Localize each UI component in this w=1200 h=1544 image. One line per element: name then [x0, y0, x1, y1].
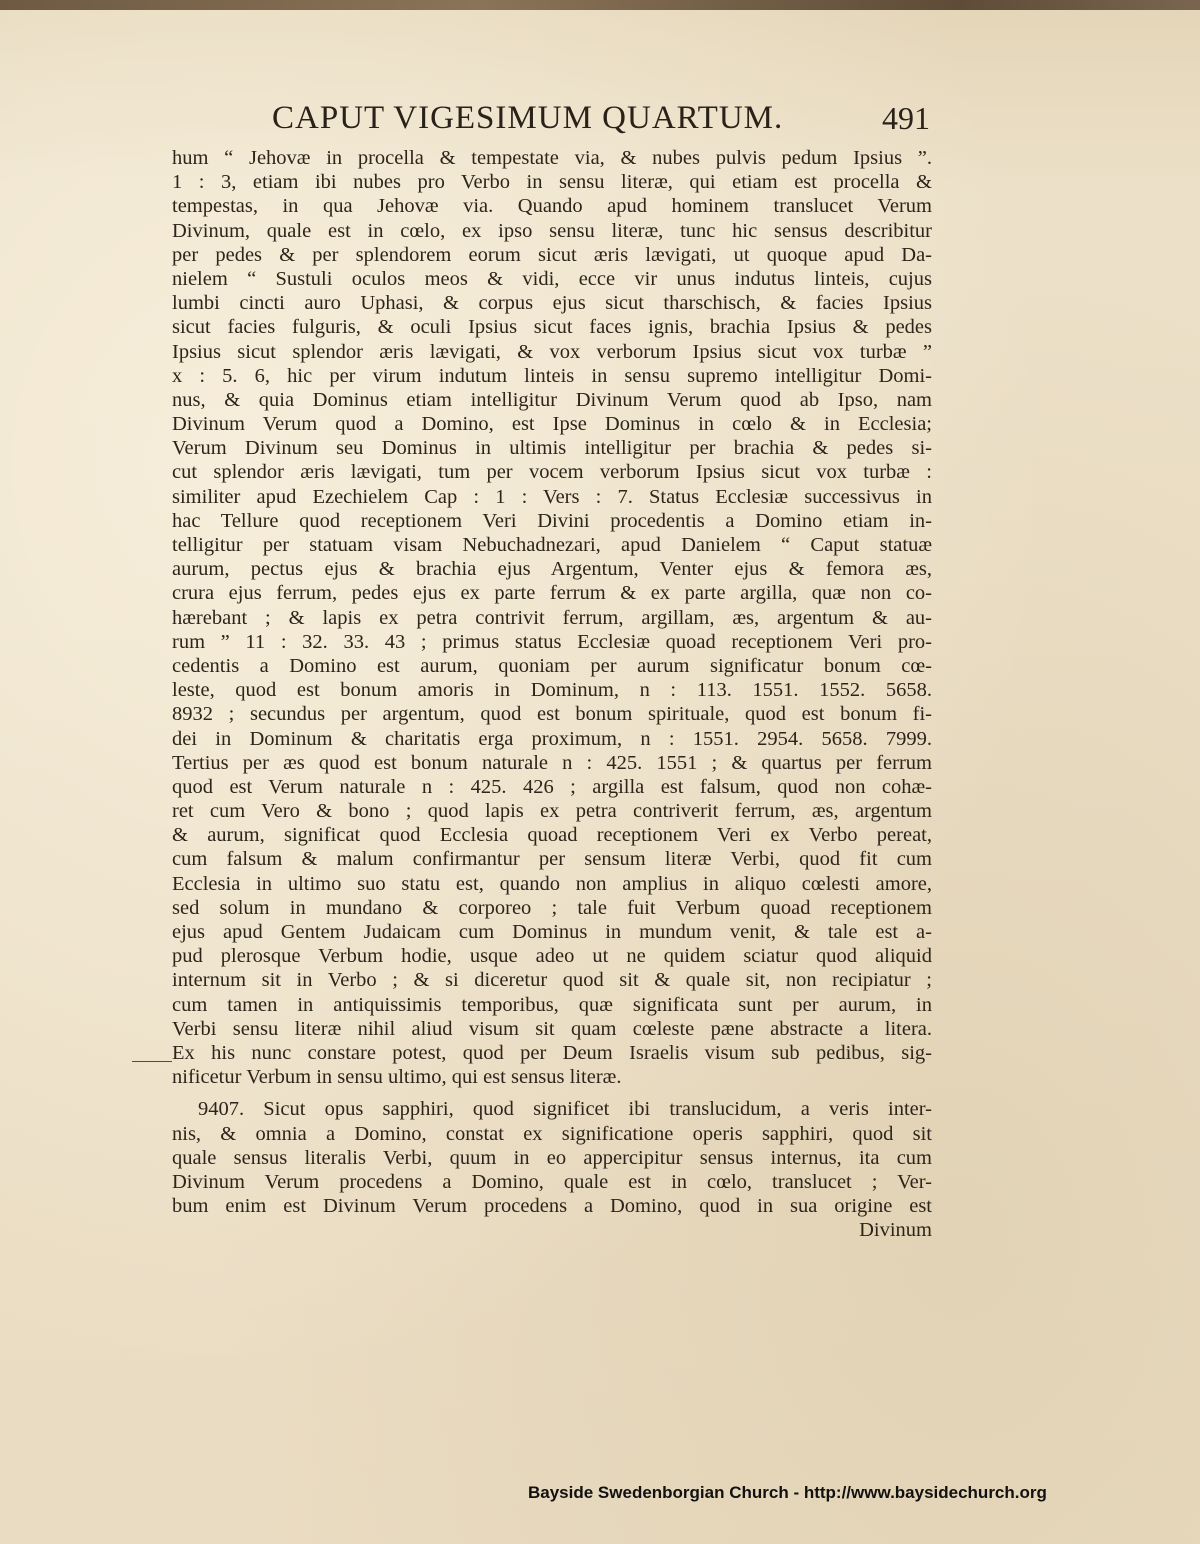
running-title: CAPUT VIGESIMUM QUARTUM.: [272, 100, 784, 136]
body-text: [172, 146, 932, 1242]
text-line: nielem “ Sustuli oculos meos & vidi, ecce vir unus indutus linteis, cujus: [172, 267, 932, 290]
text-line: Divinum Verum procedens a Domino, quale est in cœlo, translucet ; Ver-: [172, 1170, 932, 1193]
text-line: Ex his nunc constare potest, quod per Deum Israelis visum sub pedibus, sig-: [172, 1041, 932, 1064]
text-line: telligitur per statuam visam Nebuchadnezari, apud Danielem “ Caput statuæ: [172, 534, 932, 556]
text-line: nus, & quia Dominus etiam intelligitur Divinum Verum quod ab Ipso, nam: [172, 388, 932, 411]
text-line: quod est Verum naturale n : 425. 426 ; argilla est falsum, quod non cohæ-: [172, 775, 932, 798]
text-line: Verum Divinum seu Dominus in ultimis intelligitur per brachia & pedes si-: [172, 437, 932, 460]
footer-credit: Bayside Swedenborgian Church - http://www.baysidechurch.org: [528, 1483, 1047, 1502]
text-line: hum “ Jehovæ in procella & tempestate via, & nubes pulvis pedum Ipsius ”.: [172, 147, 932, 169]
text-line: Ecclesia in ultimo suo statu est, quando non amplius in aliquo cœlesti amore,: [172, 872, 932, 895]
text-line: Ipsius sicut splendor æris lævigati, & vox verborum Ipsius sicut vox turbæ ”: [172, 340, 932, 363]
page-top-edge: [0, 0, 1200, 10]
text-line: 8932 ; secundus per argentum, quod est bonum spirituale, quod est bonum fi-: [172, 703, 932, 726]
paragraph-1: [172, 146, 932, 1089]
text-line: Tertius per æs quod est bonum naturale n : 425. 1551 ; & quartus per ferrum: [172, 751, 932, 774]
text-line: Verbi sensu literæ nihil aliud visum sit quam cœleste pæne abstracte a litera.: [172, 1017, 932, 1040]
paragraph-gap: [172, 1089, 932, 1097]
text-line: sicut facies fulguris, & oculi Ipsius sicut faces ignis, brachia Ipsius & pedes: [172, 316, 932, 339]
text-line: 1 : 3, etiam ibi nubes pro Verbo in sensu literæ, qui etiam est procella &: [172, 171, 932, 194]
text-line: ejus apud Gentem Judaicam cum Dominus in mundum venit, & tale est a-: [172, 921, 932, 943]
text-line: Divinum Verum quod a Domino, est Ipse Dominus in cœlo & in Ecclesia;: [172, 413, 932, 436]
text-line: ret cum Vero & bono ; quod lapis ex petra contriverit ferrum, æs, argentum: [172, 800, 932, 823]
text-line: Divinum, quale est in cœlo, ex ipso sensu literæ, tunc hic sensus describitur: [172, 219, 932, 242]
text-line: cum tamen in antiquissimis temporibus, quæ significata sunt per aurum, in: [172, 993, 932, 1016]
text-line: dei in Dominum & charitatis erga proximum, n : 1551. 2954. 5658. 7999.: [172, 727, 932, 750]
text-line: cedentis a Domino est aurum, quoniam per aurum significatur bonum cœ-: [172, 654, 932, 677]
text-line: x : 5. 6, hic per virum indutum linteis in sensu supremo intelligitur Domi-: [172, 364, 932, 387]
page-number: 491: [882, 100, 930, 136]
text-line: per pedes & per splendorem eorum sicut æris lævigati, ut quoque apud Da-: [172, 243, 932, 266]
text-line: similiter apud Ezechielem Cap : 1 : Vers : 7. Status Ecclesiæ successivus in: [172, 485, 932, 508]
text-line: internum sit in Verbo ; & si diceretur quod sit & quale sit, non recipiatur ;: [172, 969, 932, 992]
text-line: hac Tellure quod receptionem Veri Divini procedentis a Domino etiam in-: [172, 509, 932, 532]
text-line: 9407. Sicut opus sapphiri, quod significet ibi translucidum, a veris inter-: [198, 1098, 932, 1121]
text-line: rum ” 11 : 32. 33. 43 ; primus status Ecclesiæ quoad receptionem Veri pro-: [172, 630, 932, 653]
text-line: nis, & omnia a Domino, constat ex significatione operis sapphiri, quod sit: [172, 1122, 932, 1145]
text-line: leste, quod est bonum amoris in Dominum, n : 113. 1551. 1552. 5658.: [172, 679, 932, 702]
text-line: pud plerosque Verbum hodie, usque adeo ut ne quidem sciatur quod aliquid: [172, 945, 932, 968]
text-line: crura ejus ferrum, pedes ejus ex parte ferrum & ex parte argilla, quæ non co-: [172, 582, 932, 605]
text-line: hærebant ; & lapis ex petra contrivit ferrum, argillam, æs, argentum & au-: [172, 606, 932, 629]
text-line: & aurum, significat quod Ecclesia quoad receptionem Veri ex Verbo pereat,: [172, 824, 932, 847]
paragraph-2-section-9407: [172, 1097, 932, 1218]
catchword: Divinum: [859, 1219, 932, 1242]
text-line: cum falsum & malum confirmantur per sensum literæ Verbi, quod fit cum: [172, 848, 932, 871]
margin-mark: [132, 1061, 172, 1062]
text-line: sed solum in mundano & corporeo ; tale fuit Verbum quoad receptionem: [172, 896, 932, 919]
text-line: quale sensus literalis Verbi, quum in eo appercipitur sensus internus, ita cum: [172, 1146, 932, 1169]
text-line: cut splendor æris lævigati, tum per vocem verborum Ipsius sicut vox turbæ :: [172, 461, 932, 484]
text-line: bum enim est Divinum Verum procedens a Domino, quod in sua origine est: [172, 1195, 932, 1218]
text-line: aurum, pectus ejus & brachia ejus Argentum, Venter ejus & femora æs,: [172, 558, 932, 581]
text-line: nificetur Verbum in sensu ultimo, qui est sensus literæ.: [172, 1066, 622, 1089]
text-line: lumbi cincti auro Uphasi, & corpus ejus sicut tharschisch, & facies Ipsius: [172, 292, 932, 315]
text-line: tempestas, in qua Jehovæ via. Quando apud hominem translucet Verum: [172, 195, 932, 218]
page-header: [160, 98, 940, 146]
